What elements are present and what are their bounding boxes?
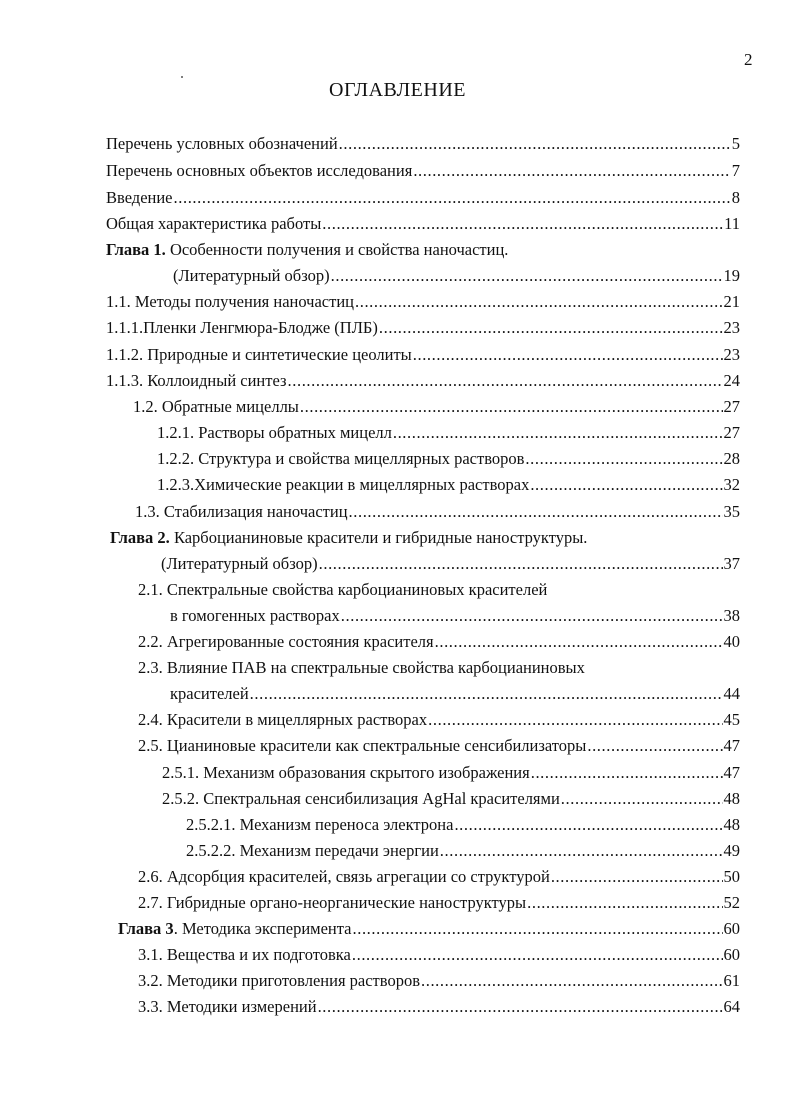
toc-entry	[161, 552, 740, 576]
toc-entry-page: 27	[723, 397, 740, 416]
toc-entry-label: 1.1.3. Коллоидный синтез	[106, 371, 287, 390]
table-of-contents	[0, 130, 795, 1030]
page-number: 2	[744, 50, 753, 69]
toc-entry	[157, 447, 740, 471]
toc-entry-page: 21	[723, 292, 740, 311]
toc-entry-label: 2.6. Адсорбция красителей, связь агрегации со структурой	[138, 867, 550, 886]
toc-entry-label: 3.2. Методики приготовления растворов	[138, 971, 420, 990]
toc-chapter-number: Глава 2.	[110, 528, 170, 547]
toc-entry	[138, 578, 547, 602]
toc-entry-page: 40	[723, 632, 740, 651]
toc-entry-label: 3.3. Методики измерений	[138, 997, 317, 1016]
toc-entry-page: 50	[723, 867, 740, 886]
toc-chapter-heading	[106, 238, 508, 262]
toc-leader-dots	[379, 316, 723, 340]
toc-entry-label: 1.3. Стабилизация наночастиц	[135, 502, 348, 521]
toc-leader-dots	[561, 787, 723, 811]
toc-entry	[157, 421, 740, 445]
toc-entry-page: 19	[723, 266, 740, 285]
toc-leader-dots	[527, 891, 722, 915]
toc-entry	[106, 212, 740, 236]
toc-entry-label: 3.1. Вещества и их подготовка	[138, 945, 351, 964]
toc-leader-dots	[355, 290, 723, 314]
toc-leader-dots	[428, 708, 722, 732]
toc-entry-page: 64	[723, 997, 740, 1016]
toc-leader-dots	[352, 943, 723, 967]
toc-entry	[138, 708, 740, 732]
toc-leader-dots	[322, 212, 723, 236]
toc-entry-page: 61	[723, 971, 740, 990]
toc-entry-label: Карбоцианиновые красители и гибридные наноструктуры.	[169, 528, 588, 547]
toc-entry	[138, 630, 740, 654]
toc-entry-page: 48	[723, 789, 740, 808]
toc-entry	[106, 186, 740, 210]
toc-leader-dots	[440, 839, 723, 863]
toc-entry-page: 38	[723, 606, 740, 625]
scan-speck	[181, 76, 183, 78]
toc-entry	[173, 264, 740, 288]
toc-leader-dots	[300, 395, 723, 419]
toc-leader-dots	[525, 447, 722, 471]
page-title: ОГЛАВЛЕНИЕ	[329, 79, 466, 101]
toc-entry-label: 1.2.2. Структура и свойства мицеллярных растворов	[157, 449, 525, 468]
toc-entry-label: 1.2.3.Химические реакции в мицеллярных растворах	[157, 475, 530, 494]
toc-entry-page: 23	[723, 318, 740, 337]
toc-entry	[138, 656, 585, 680]
toc-entry-label: 1.2. Обратные мицеллы	[133, 397, 299, 416]
toc-entry-page: 5	[731, 134, 740, 153]
toc-entry	[118, 917, 740, 941]
toc-entry-label: Общая характеристика работы	[106, 214, 322, 233]
toc-entry-label: 2.2. Агрегированные состояния красителя	[138, 632, 434, 651]
toc-entry-label: Введение	[106, 188, 173, 207]
toc-entry	[138, 865, 740, 889]
toc-leader-dots	[454, 813, 722, 837]
toc-entry-label: 1.2.1. Растворы обратных мицелл	[157, 423, 392, 442]
toc-leader-dots	[341, 604, 723, 628]
toc-entry-page: 24	[723, 371, 740, 390]
toc-entry-page: 11	[724, 214, 740, 233]
toc-leader-dots	[250, 682, 723, 706]
toc-entry	[170, 604, 740, 628]
toc-entry-label: 2.5.2.1. Механизм переноса электрона	[186, 815, 454, 834]
toc-entry-page: 60	[723, 945, 740, 964]
toc-entry	[106, 132, 740, 156]
toc-chapter-number: Глава 3	[118, 919, 174, 938]
toc-entry-page: 52	[723, 893, 740, 912]
toc-leader-dots	[331, 264, 723, 288]
toc-entry-page: 60	[723, 919, 740, 938]
toc-entry-page: 48	[723, 815, 740, 834]
toc-entry-page: 28	[723, 449, 740, 468]
toc-leader-dots	[339, 132, 731, 156]
toc-leader-dots	[587, 734, 722, 758]
toc-leader-dots	[421, 969, 723, 993]
toc-entry-page: 23	[723, 345, 740, 364]
toc-entry-label: 2.7. Гибридные органо-неорганические наноструктуры	[138, 893, 527, 912]
toc-entry	[106, 316, 740, 340]
toc-entry-page: 7	[731, 161, 740, 180]
toc-leader-dots	[318, 995, 723, 1019]
toc-entry-page: 32	[723, 475, 740, 494]
toc-entry	[157, 473, 740, 497]
toc-entry	[106, 290, 740, 314]
toc-leader-dots	[174, 186, 731, 210]
toc-entry	[138, 891, 740, 915]
toc-entry	[138, 734, 740, 758]
toc-chapter-heading	[110, 526, 587, 550]
toc-entry-page: 47	[723, 763, 740, 782]
toc-leader-dots	[353, 917, 723, 941]
toc-entry	[138, 943, 740, 967]
toc-entry-label: 1.1.1.Пленки Ленгмюра-Блодже (ПЛБ)	[106, 318, 378, 337]
toc-entry-label: Особенности получения и свойства наночастиц.	[165, 240, 509, 259]
toc-leader-dots	[413, 343, 723, 367]
toc-leader-dots	[288, 369, 723, 393]
toc-entry-label: 2.5.2.2. Механизм передачи энергии	[186, 841, 439, 860]
toc-leader-dots	[393, 421, 723, 445]
toc-entry	[135, 500, 740, 524]
toc-entry	[106, 369, 740, 393]
toc-entry-page: 27	[723, 423, 740, 442]
toc-entry-label: 2.4. Красители в мицеллярных растворах	[138, 710, 428, 729]
toc-entry-label: Перечень основных объектов исследования	[106, 161, 413, 180]
toc-entry	[138, 969, 740, 993]
toc-entry-page: 44	[723, 684, 740, 703]
toc-entry-label: 1.1. Методы получения наночастиц	[106, 292, 354, 311]
toc-entry-page: 8	[731, 188, 740, 207]
toc-entry	[170, 682, 740, 706]
toc-entry-label: 2.1. Спектральные свойства карбоцианиновых красителей	[138, 580, 548, 599]
toc-entry-label: 1.1.2. Природные и синтетические цеолиты	[106, 345, 412, 364]
toc-entry-label: 2.5.1. Механизм образования скрытого изображения	[162, 763, 530, 782]
toc-entry-page: 49	[723, 841, 740, 860]
toc-entry	[162, 787, 740, 811]
toc-entry	[106, 159, 740, 183]
toc-entry-label: (Литературный обзор)	[173, 266, 330, 285]
toc-chapter-number: Глава 1.	[106, 240, 166, 259]
toc-entry	[186, 813, 740, 837]
toc-leader-dots	[435, 630, 723, 654]
toc-leader-dots	[319, 552, 723, 576]
toc-entry	[106, 343, 740, 367]
toc-entry-label: 2.5.2. Спектральная сенсибилизация AgHal красителями	[162, 789, 560, 808]
toc-entry-label: красителей	[170, 684, 249, 703]
toc-entry-page: 45	[723, 710, 740, 729]
toc-leader-dots	[551, 865, 723, 889]
toc-leader-dots	[413, 159, 730, 183]
toc-entry-label: . Методика эксперимента	[173, 919, 352, 938]
toc-leader-dots	[349, 500, 723, 524]
toc-leader-dots	[530, 473, 722, 497]
toc-entry	[133, 395, 740, 419]
toc-leader-dots	[531, 761, 723, 785]
toc-entry-page: 47	[723, 736, 740, 755]
toc-entry-page: 37	[723, 554, 740, 573]
toc-entry	[186, 839, 740, 863]
toc-entry-label: 2.3. Влияние ПАВ на спектральные свойства карбоцианиновых	[138, 658, 585, 677]
toc-entry	[138, 995, 740, 1019]
toc-entry	[162, 761, 740, 785]
toc-entry-page: 35	[723, 502, 740, 521]
toc-entry-label: 2.5. Цианиновые красители как спектральные сенсибилизаторы	[138, 736, 587, 755]
toc-entry-label: в гомогенных растворах	[170, 606, 340, 625]
toc-entry-label: (Литературный обзор)	[161, 554, 318, 573]
toc-entry-label: Перечень условных обозначений	[106, 134, 338, 153]
